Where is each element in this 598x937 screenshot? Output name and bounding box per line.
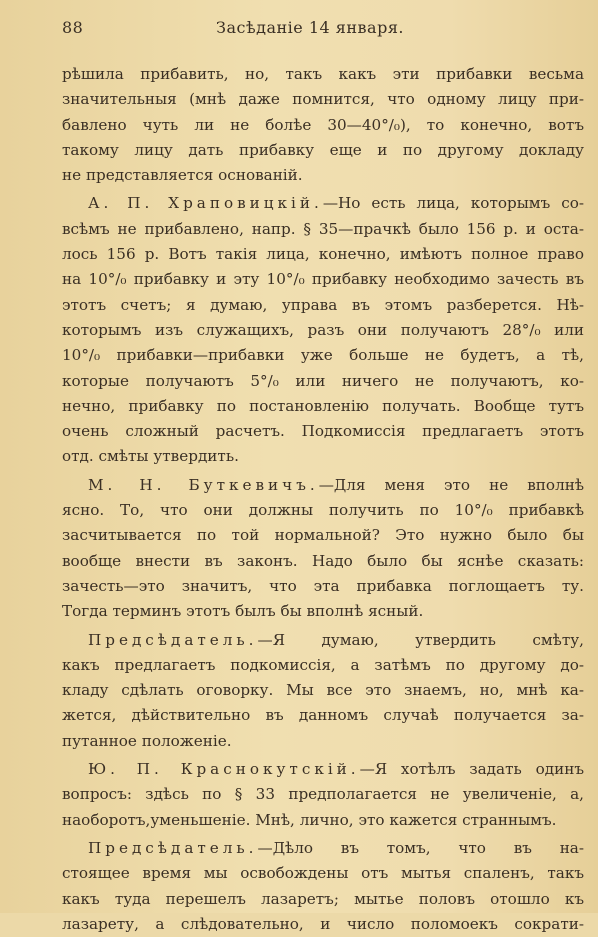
text-line: ясно. То, что они должны получить по 10°/₀ прибавкѣ [62, 501, 584, 520]
text-line: которые получаютъ 5°/₀ или ничего не получаютъ, ко- [62, 371, 584, 390]
text-line: наоборотъ,уменьшеніе. Мнѣ, лично, это кажется страннымъ. [62, 810, 557, 829]
text-line: очень сложный расчетъ. Подкомиссія предлагаетъ этотъ [62, 422, 584, 441]
text-line: лазарету, а слѣдовательно, и число поломоекъ сократи- [62, 914, 584, 933]
page-header [62, 18, 558, 42]
text-line: стоящее время мы освобождены отъ мытья спаленъ, такъ [62, 864, 584, 883]
text-line: которымъ изъ служащихъ, разъ они получаютъ 28°/₀ или [62, 320, 584, 339]
speaker-name: Ю. П. Краснокутскій. [88, 760, 360, 779]
text-line: какъ туда перешелъ лазаретъ; мытье половъ отошло къ [62, 889, 584, 908]
text-run: —Я думаю, утвердить смѣту, [257, 630, 584, 649]
text-line: отд. смѣты утвердить. [62, 447, 239, 466]
text-line: такому лицу дать прибавку еще и по другому докладу [62, 140, 584, 159]
text-line: на 10°/₀ прибавку и эту 10°/₀ прибавку необходимо зачесть въ [62, 270, 584, 289]
text-line: Тогда терминъ этотъ былъ бы вполнѣ ясный. [62, 602, 424, 621]
text-line: зачесть—это значитъ, что эта прибавка поглощаетъ ту. [62, 576, 584, 595]
text-line: всѣмъ не прибавлено, напр. § 35—прачкѣ было 156 р. и оста- [62, 219, 584, 238]
speaker-name: М. Н. Буткевичъ. [88, 475, 319, 494]
text-line: кладу сдѣлать оговорку. Мы все это знаемъ, но, мнѣ ка- [62, 681, 584, 700]
text-line: рѣшила прибавить, но, такъ какъ эти прибавки весьма [62, 65, 584, 83]
page-number: 88 [62, 18, 84, 37]
text-line: какъ предлагаетъ подкомиссія, а затѣмъ по другому до- [62, 655, 584, 674]
paragraph-first-line [62, 628, 584, 653]
text-line: вопросъ: здѣсь по § 33 предполагается не увеличеніе, а, [62, 785, 584, 804]
text-run: —Дѣло въ томъ, что въ на- [257, 838, 584, 857]
speaker-name: Предсѣдатель. [88, 630, 258, 649]
text-line: засчитывается по той нормальной? Это нужно было бы [62, 526, 584, 545]
text-line: этотъ счетъ; я думаю, управа въ этомъ разберется. Нѣ- [62, 295, 584, 314]
text-line: жется, дѣйствительно въ данномъ случаѣ получается за- [62, 706, 584, 725]
text-run: —Для меня это не вполнѣ [318, 475, 584, 494]
running-head: Засѣданіе 14 января. [215, 18, 404, 37]
text-line: лось 156 р. Вотъ такія лица, конечно, имѣютъ полное право [62, 245, 584, 264]
speaker-name: А. П. Храповицкій. [88, 194, 323, 213]
text-line: нечно, прибавку по постановленію получать. Вообще тутъ [62, 396, 584, 415]
text-line: бавлено чуть ли не болѣе 30—40°/₀), то конечно, вотъ [62, 115, 584, 134]
speaker-name: Предсѣдатель. [88, 838, 258, 857]
text-line: вообще внести въ законъ. Надо было бы яснѣе сказать: [62, 551, 584, 570]
paragraph-first-line [62, 473, 584, 498]
text-run: —Но есть лица, которымъ со- [322, 194, 584, 213]
text-line: путанное положеніе. [62, 731, 232, 750]
text-run: —Я хотѣлъ задать одинъ [359, 760, 584, 779]
page-body [62, 62, 584, 937]
text-line: значительныя (мнѣ даже помнится, что одному лицу при- [62, 90, 584, 109]
paragraph-first-line [62, 191, 584, 216]
text-line: 10°/₀ прибавки—прибавки уже больше не будетъ, а тѣ, [62, 346, 584, 365]
text-line: не представляется основаній. [62, 166, 303, 185]
paragraph-first-line [62, 836, 584, 861]
paragraph-first-line [62, 757, 584, 782]
